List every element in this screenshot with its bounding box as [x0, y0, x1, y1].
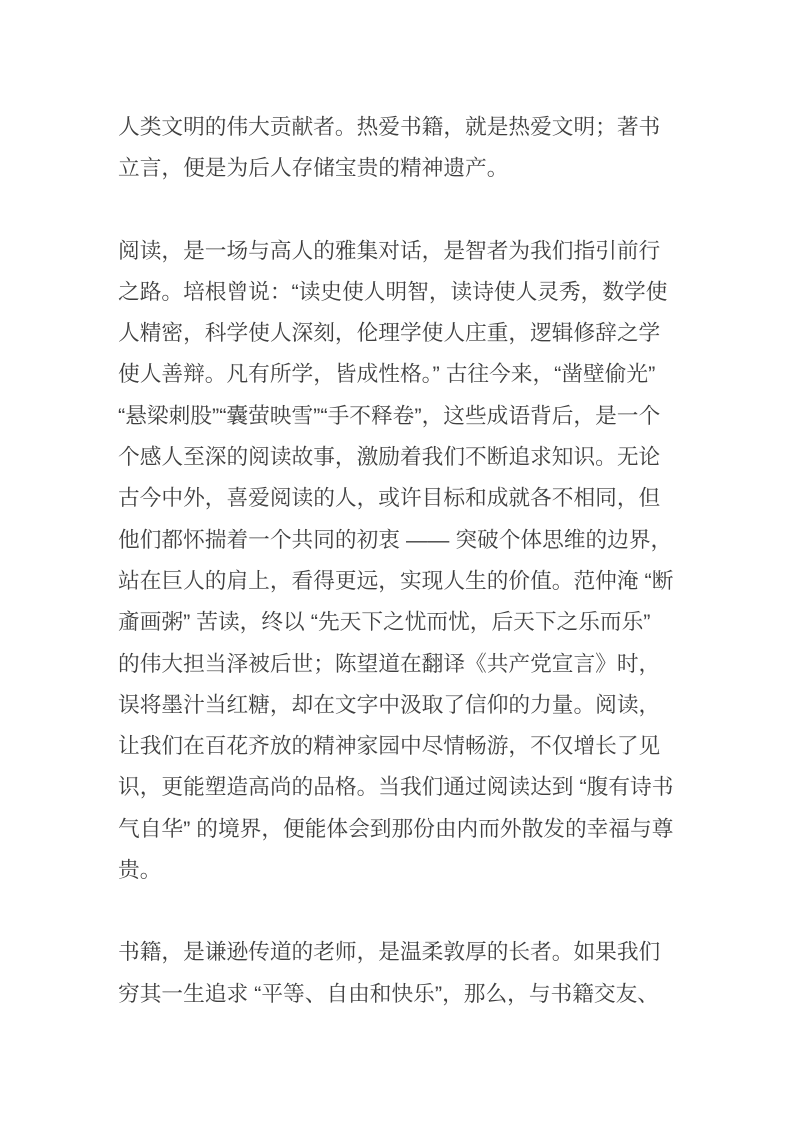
text-line: 气自华” 的境界，便能体会到那份由内而外散发的幸福与尊 [118, 815, 674, 841]
text-line: 穷其一生追求 “平等、自由和快乐”，那么，与书籍交友、 [118, 980, 659, 1006]
text-line: 让我们在百花齐放的精神家园中尽情畅游，不仅增长了见 [118, 733, 661, 759]
text-line: 个感人至深的阅读故事，激励着我们不断追求知识。无论 [118, 444, 661, 470]
paragraph-2 [118, 230, 698, 891]
text-line: 古今中外，喜爱阅读的人，或许目标和成就各不相同，但 [118, 485, 661, 511]
paragraph-1 [118, 106, 698, 189]
text-line: 站在巨人的肩上，看得更远，实现人生的价值。范仲淹 “断 [118, 567, 674, 593]
text-line: 识，更能塑造高尚的品格。当我们通过阅读达到 “腹有诗书 [118, 774, 674, 800]
text-line: 贵。 [118, 857, 162, 883]
text-line: 立言，便是为后人存储宝贵的精神遗产。 [118, 155, 509, 181]
paragraph-3 [118, 931, 698, 1014]
text-line: 的伟大担当泽被后世；陈望道在翻译《共产党宣言》时， [118, 650, 661, 676]
text-line: 书籍，是谦逊传道的老师，是温柔敦厚的长者。如果我们 [118, 939, 661, 965]
text-line: 人类文明的伟大贡献者。热爱书籍，就是热爱文明；著书 [118, 114, 661, 139]
text-line: 他们都怀揣着一个共同的初衷 —— 突破个体思维的边界， [118, 526, 673, 552]
text-line: 齑画粥” 苦读，终以 “先天下之忧而忧，后天下之乐而乐” [118, 609, 651, 635]
text-line: “悬梁刺股”“囊萤映雪”“手不释卷”，这些成语背后，是一个 [118, 402, 661, 428]
text-line: 使人善辩。凡有所学，皆成性格。” 古往今来，“凿壁偷光” [118, 361, 656, 387]
text-line: 阅读，是一场与高人的雅集对话，是智者为我们指引前行 [118, 237, 661, 263]
text-line: 之路。培根曾说：“读史使人明智，读诗使人灵秀，数学使 [118, 278, 668, 304]
text-line: 误将墨汁当红糖，却在文字中汲取了信仰的力量。阅读， [118, 691, 661, 717]
document-content [118, 106, 698, 1055]
text-line: 人精密，科学使人深刻，伦理学使人庄重，逻辑修辞之学 [118, 320, 661, 346]
